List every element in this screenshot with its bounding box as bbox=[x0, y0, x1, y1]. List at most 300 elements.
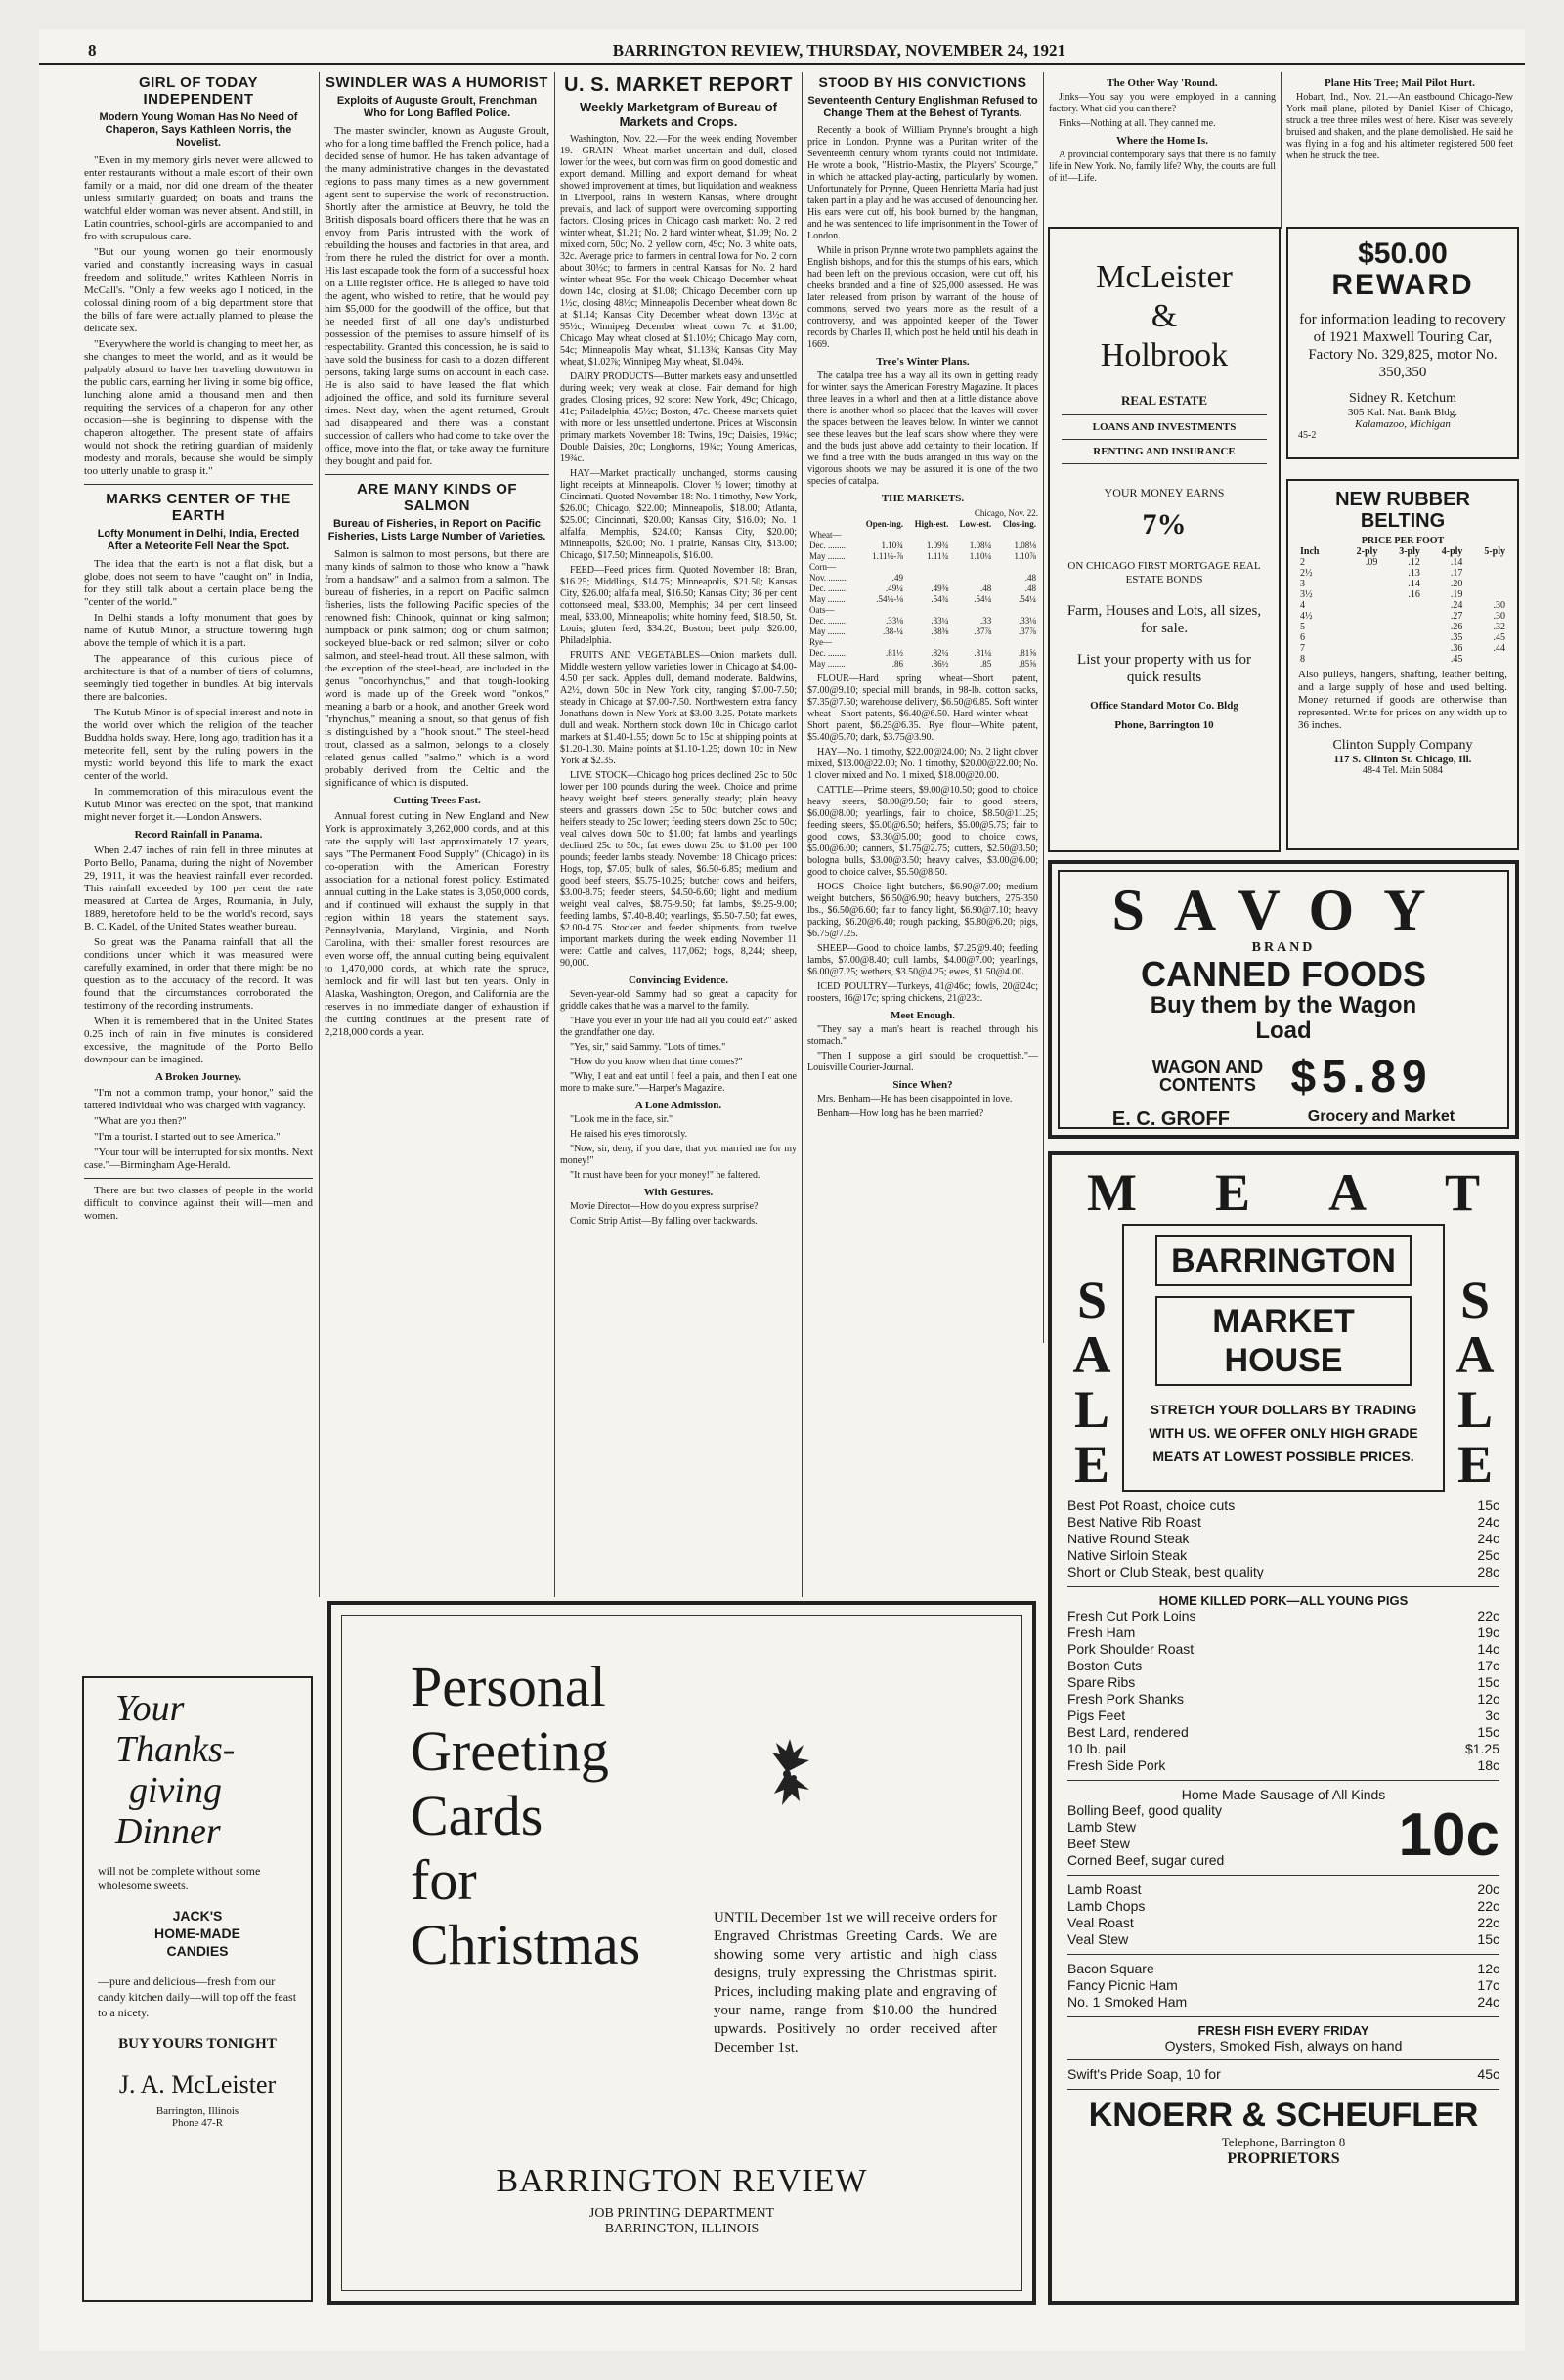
price-row bbox=[1067, 1757, 1499, 1774]
table-cell bbox=[1464, 579, 1507, 589]
markets-row bbox=[807, 562, 1038, 573]
sausage-item: Beef Stew bbox=[1067, 1836, 1130, 1851]
article-paragraph: So great was the Panama rainfall that all the conditions under which it was measured were carefully examined, in order that there might be no question as to the accuracy of the record. It was found that the circumstances corroborated the testimony of the recording instruments. bbox=[84, 936, 313, 1012]
article-paragraph: CATTLE—Prime steers, $9.00@10.50; good to choice heavy steers, $8.00@9.50; fair to good steers, $6.00@8.00; yearlings, fair to choice, $8.50@11.25; feeding steers, $5.00@6.50; heifers, $5.00@5.75; fair to good cows, $3.30@5.00; good to choice cows, $5.00@6.00; canners, $1.75@2.75; cutters, $2.50@3.50; bologna bulls, $3.00@3.50; heavy calves, $3.00@6.00; good to choice calves, $5.50@8.50. bbox=[807, 785, 1038, 878]
table-cell: .33 bbox=[980, 616, 992, 626]
sale-letter: A bbox=[1455, 1325, 1495, 1384]
sale-letter: S bbox=[1459, 1271, 1491, 1329]
price-row bbox=[1067, 1691, 1499, 1708]
table-cell: .12 bbox=[1408, 557, 1420, 568]
table-cell bbox=[1337, 632, 1380, 643]
table-cell: .48 bbox=[1024, 573, 1036, 583]
reward-name: Sidney R. Ketchum bbox=[1348, 391, 1457, 406]
ad-office: Office Standard Motor Co. Bldg bbox=[1090, 700, 1238, 712]
ad-text: will not be complete without some wholesome sweets. bbox=[98, 1864, 261, 1892]
price-item: Veal Roast bbox=[1067, 1915, 1134, 1930]
ad-cta: BUY YOURS TONIGHT bbox=[118, 2036, 277, 2052]
price-item: Fancy Picnic Ham bbox=[1067, 1977, 1178, 1993]
reward-amount: $50.00 bbox=[1358, 238, 1448, 270]
article-paragraph: Comic Strip Artist—By falling over backwards. bbox=[570, 1216, 758, 1227]
savoy-biz: Grocery and Market bbox=[1307, 1108, 1455, 1125]
markets-row bbox=[807, 637, 1038, 648]
ad-title-line: Your bbox=[115, 1688, 185, 1729]
table-cell bbox=[1379, 622, 1422, 632]
ad-title-line: Thanks- bbox=[115, 1729, 236, 1770]
sale-letter: L bbox=[1456, 1380, 1494, 1439]
article-subhead: Exploits of Auguste Groult, Frenchman Who for Long Baffled Police. bbox=[336, 95, 538, 119]
greeting-cards-ad bbox=[327, 1601, 1036, 2305]
belting-row bbox=[1298, 568, 1507, 579]
article-paragraph: "But our young women go their enormously varied and constantly increasing ways in casual freedom and solitude," writes Kathleen Norris in McCall's. "Only a few weeks ago I noticed, in the colossal dining room of a big department store that the bills of fare were actually planned to please the delicate sex. bbox=[84, 246, 313, 334]
article-paragraph: When it is remembered that in the United States 0.25 inch of rain in five minutes is considered excessive, the magnitude of the Porto Bello downpour can be imagined. bbox=[84, 1016, 313, 1065]
table-cell bbox=[1379, 600, 1422, 611]
table-cell: .19 bbox=[1450, 589, 1463, 600]
article-paragraph: The Kutub Minor is of special interest and note in the world over which the religion of the teacher Buddha holds sway. Here, long ago, tradition has it a meteorite fell, sent by the ruling powers in the mystic world beyond this life to mark the exact center of the world. bbox=[84, 707, 313, 782]
belting-row bbox=[1298, 589, 1507, 600]
article-headline: MARKS CENTER OF THE EARTH bbox=[106, 491, 291, 524]
table-cell: Oats— bbox=[809, 605, 835, 615]
meat-letter: M bbox=[1087, 1163, 1137, 1222]
meat-market-ad bbox=[1048, 1151, 1519, 2305]
savoy-wagon: WAGON AND CONTENTS bbox=[1151, 1058, 1264, 1095]
reward-code: 45-2 bbox=[1298, 430, 1317, 441]
price-value: 3c bbox=[1485, 1708, 1499, 1723]
ad-text: —pure and delicious—fresh from our candy kitchen daily—will top off the feast to a nicety. bbox=[98, 1974, 297, 2019]
ad-firm-name: Holbrook bbox=[1100, 337, 1229, 373]
greeting-body: UNTIL December 1st we will receive orders for Engraved Christmas Greeting Cards. We are showing some very artistic and high class designs, truly expressing the Christmas spirit. Prices, including making plate and engraving of your name, range from $10.00 the hundred upwards. Positively no order received after December 1st. bbox=[714, 1910, 997, 2055]
item-heading: Cutting Trees Fast. bbox=[393, 795, 481, 806]
belting-caption: PRICE PER FOOT bbox=[1361, 536, 1445, 546]
table-cell: .45 bbox=[1493, 632, 1505, 643]
table-cell: 3 bbox=[1300, 579, 1305, 589]
table-cell bbox=[1337, 654, 1380, 665]
belting-row bbox=[1298, 622, 1507, 632]
table-cell: .85 bbox=[980, 659, 992, 669]
price-value: 17c bbox=[1477, 1977, 1499, 1993]
savoy-ad bbox=[1048, 860, 1519, 1139]
markets-row bbox=[807, 584, 1038, 594]
price-item: Best Pot Roast, choice cuts bbox=[1067, 1497, 1236, 1513]
sausage-price: 10c bbox=[1398, 1801, 1499, 1869]
article-paragraph: FRUITS AND VEGETABLES—Onion markets dull. Middle western yellow varieties lower in Chicago at $4.00-4.50 per sack. Apples dull, demand moderate. Baldwins, A2½, down 50c in New York city, ranging $7.00-7.50; steady in Chicago at $7.00-7.50. Northwestern extra fancy Jonathans down in New York at $3.00-3.25. Potato markets dull and weak. Northern stock down 10c in Chicago carlot markets at $1.40-1.55; down 5c to 15c at shipping points at $1.20-1.30. Maine points at $1.10-1.25; down 10c in New York at $2.35. bbox=[560, 650, 797, 766]
table-cell: 1.11¾ bbox=[927, 551, 949, 561]
price-value: 14c bbox=[1477, 1641, 1499, 1657]
table-cell: .85⅝ bbox=[1019, 659, 1036, 669]
article-paragraph: ICED POULTRY—Turkeys, 41@46c; fowls, 20@24c; roosters, 16@17c; spring chickens, 21@23c. bbox=[807, 981, 1038, 1004]
markets-heading: THE MARKETS. bbox=[881, 493, 965, 504]
article-paragraph: "Everywhere the world is changing to meet her, as she changes to meet the world, and as it would be palpably absurd to have her traveling downtown in the public cars, earning her living in some big office, lunching alone amid a thousand men and then requiring the services of a chaperon for any other occasion—she is beginning to dispense with the chaperon altogether. The present state of affairs would not shock the retiring guardian of maidenly modesty and morals, because she would be simply too utterly unable to grasp it." bbox=[84, 338, 313, 477]
price-row bbox=[1067, 1724, 1499, 1741]
table-cell: Wheat— bbox=[809, 530, 842, 540]
ad-brand: CANDIES bbox=[166, 1943, 229, 1959]
table-cell: 2½ bbox=[1300, 568, 1313, 579]
table-cell: 5 bbox=[1300, 622, 1305, 632]
price-item: Boston Cuts bbox=[1067, 1658, 1143, 1673]
price-row bbox=[1067, 1882, 1499, 1898]
table-cell: .44 bbox=[1493, 643, 1505, 654]
price-row bbox=[1067, 1977, 1499, 1994]
ad-town: Barrington, Illinois bbox=[155, 2105, 239, 2117]
table-header-cell: Low-est. bbox=[959, 519, 992, 529]
price-row bbox=[1067, 1641, 1499, 1658]
candy-ad bbox=[82, 1676, 313, 2302]
price-value: 20c bbox=[1477, 1882, 1499, 1897]
table-cell bbox=[905, 530, 950, 541]
lamb-price-list bbox=[1067, 1882, 1499, 1948]
price-item: Short or Club Steak, best quality bbox=[1067, 1564, 1264, 1579]
belting-row bbox=[1298, 600, 1507, 611]
table-cell: .26 bbox=[1450, 622, 1463, 632]
article-paragraph: "They say a man's heart is reached through his stomach." bbox=[807, 1024, 1038, 1047]
greeting-title-line: for bbox=[411, 1848, 477, 1912]
price-row bbox=[1067, 1547, 1499, 1564]
ad-rate: 7% bbox=[1142, 508, 1187, 541]
sale-letter: E bbox=[1073, 1435, 1110, 1493]
article-headline: ARE MANY KINDS OF SALMON bbox=[356, 481, 518, 514]
table-cell: .81¼ bbox=[974, 648, 992, 658]
sausage-list bbox=[1067, 1802, 1399, 1869]
article-paragraph: DAIRY PRODUCTS—Butter markets easy and unsettled during week; very weak at close. Fair demand for high grades. Closing prices, 92 score: New York, 49c; Chicago, 41c; Philadelphia, 45½c; Boston, 47c. Cheese markets quiet with more or less unsettled undertone. Prices at Wisconsin primary markets November 18: Twins, 19c; Daisies, 19¾c; Double Daisies, 20c; Longhorns, 19¾c; Young Americas, 19¾c. bbox=[560, 371, 797, 464]
table-cell bbox=[1337, 579, 1380, 589]
table-cell: May ........ bbox=[809, 627, 846, 636]
belting-row bbox=[1298, 643, 1507, 654]
table-cell bbox=[905, 605, 950, 616]
table-cell: Nov. ........ bbox=[809, 573, 847, 583]
reward-word: REWARD bbox=[1331, 269, 1474, 301]
price-item: Fresh Pork Shanks bbox=[1067, 1691, 1185, 1707]
table-cell: .54¼ bbox=[1019, 594, 1036, 604]
markets-table bbox=[807, 519, 1038, 670]
belting-row bbox=[1298, 632, 1507, 643]
table-cell bbox=[1379, 643, 1422, 654]
table-cell bbox=[856, 530, 906, 541]
reward-ad bbox=[1286, 227, 1519, 459]
meat-letters-top bbox=[1067, 1165, 1499, 1220]
table-cell: .45 bbox=[1450, 654, 1463, 665]
price-item: Lamb Chops bbox=[1067, 1898, 1146, 1914]
belting-row bbox=[1298, 654, 1507, 665]
table-cell: 7 bbox=[1300, 643, 1305, 654]
price-item: Pork Shoulder Roast bbox=[1067, 1641, 1195, 1657]
price-value: 15c bbox=[1477, 1724, 1499, 1740]
sale-letter: L bbox=[1073, 1380, 1110, 1439]
belting-company: Clinton Supply Company bbox=[1332, 738, 1473, 753]
table-cell bbox=[993, 605, 1038, 616]
article-paragraph: There are but two classes of people in the world difficult to convince against their will—men and women. bbox=[84, 1185, 313, 1222]
belting-row bbox=[1298, 611, 1507, 622]
price-item: Fresh Cut Pork Loins bbox=[1067, 1608, 1196, 1623]
sausage-item: Lamb Stew bbox=[1067, 1819, 1137, 1835]
sale-letter: S bbox=[1076, 1271, 1108, 1329]
ad-firm-amp: & bbox=[1151, 298, 1178, 334]
article-subhead: Lofty Monument in Delhi, India, Erected After a Meteorite Fell Near the Spot. bbox=[97, 528, 300, 552]
bacon-price-list bbox=[1067, 1961, 1499, 2011]
greeting-title-line: Cards bbox=[411, 1784, 543, 1847]
table-cell: .86 bbox=[891, 659, 904, 669]
page-number: 8 bbox=[88, 41, 97, 60]
table-cell: .27 bbox=[1450, 611, 1463, 622]
table-cell bbox=[905, 562, 950, 573]
ad-brand: JACK'S bbox=[172, 1908, 223, 1924]
price-item: Veal Stew bbox=[1067, 1931, 1129, 1947]
price-value: 12c bbox=[1477, 1961, 1499, 1976]
article-paragraph: Hobart, Ind., Nov. 21.—An eastbound Chicago-New York mail plane, piloted by Daniel Kiser of Chicago, struck a tree three miles west of here. Kiser was severely bruised and shaken, and the plane demolished. He said he was flying in a fog and his altimeter registered 500 feet when he struck the tree. bbox=[1286, 92, 1513, 161]
price-row bbox=[1067, 1658, 1499, 1674]
column-2 bbox=[325, 72, 549, 1568]
table-cell: .82¼ bbox=[931, 648, 949, 658]
table-cell: .32 bbox=[1493, 622, 1505, 632]
price-value: 15c bbox=[1477, 1497, 1499, 1513]
article-paragraph: He raised his eyes timorously. bbox=[570, 1129, 688, 1140]
table-cell: Dec. ........ bbox=[809, 616, 846, 626]
masthead-title: BARRINGTON REVIEW, THURSDAY, NOVEMBER 24, 1921 bbox=[612, 41, 1065, 60]
article-paragraph: A provincial contemporary says that there is no family life in New York. No, family life? Why, the courts are full of it!—Life. bbox=[1049, 150, 1276, 184]
realestate-ad bbox=[1048, 227, 1281, 852]
table-header-cell: 3-ply bbox=[1399, 546, 1420, 557]
price-value: 24c bbox=[1477, 1994, 1499, 2010]
article-paragraph: In commemoration of this miraculous event the Kutub Minor was erected on the spot, that mankind might never forget it.—London Answers. bbox=[84, 786, 313, 823]
meat-letter: A bbox=[1327, 1163, 1367, 1222]
item-heading: The Other Way 'Round. bbox=[1107, 77, 1218, 89]
article-headline: STOOD BY HIS CONVICTIONS bbox=[818, 74, 1027, 90]
price-value: 24c bbox=[1477, 1531, 1499, 1546]
markets-row bbox=[807, 605, 1038, 616]
reward-city: Kalamazoo, Michigan bbox=[1355, 418, 1451, 430]
table-cell: .30 bbox=[1493, 600, 1505, 611]
table-cell: .36 bbox=[1450, 643, 1463, 654]
price-value: 25c bbox=[1477, 1547, 1499, 1563]
article-paragraph: Washington, Nov. 22.—For the week ending November 19.—GRAIN—Wheat market uncertain and dull, closed lower for the week, but corn was firm on good domestic and export demand. Milling and export demand for wheat showed improvement at times, but liquidation and weakness in Liverpool, rains in western Kansas, where drought prevails, and lack of support were overcoming supporting factors. Closing prices in Chicago cash market: No. 2 red winter wheat, $1.21; No. 2 hard winter wheat, $1.09; No. 2 mixed corn, 50c; No. 2 yellow corn, 49c; No. 3 white oats, 32c. Average price to farmers in central Iowa for No. 2 corn about 30½c; to farmers in central Kansas for No. 2 hard winter wheat 95c. For the week Chicago December wheat down 14c, closing at $1.08; Chicago December corn up 1½c, closing 48½c; Minneapolis December wheat down 8c at $1.14; Kansas City December wheat down 13½c at 95½c; Winnipeg December wheat down 7c at $1.00; Chicago May wheat closed at $1.10½; Chicago May corn, 54c; Minneapolis May wheat, $1.13¾; Kansas City May wheat, $1.02⅞; Winnipeg May wheat, $1.04⅝. bbox=[560, 134, 797, 368]
table-header-row bbox=[1298, 546, 1507, 557]
column-rule bbox=[802, 72, 803, 1597]
table-cell: Dec. ........ bbox=[809, 541, 846, 550]
sausage-item: Bolling Beef, good quality bbox=[1067, 1802, 1222, 1818]
markets-row bbox=[807, 541, 1038, 551]
table-cell: .54¼-⅛ bbox=[876, 594, 904, 604]
table-cell: .48 bbox=[1024, 584, 1036, 593]
price-item: Pigs Feet bbox=[1067, 1708, 1126, 1723]
table-cell: 2 bbox=[1300, 557, 1305, 568]
greeting-title-line: Personal bbox=[411, 1655, 606, 1718]
article-paragraph: "Look me in the face, sir." bbox=[570, 1114, 673, 1125]
greeting-paper: BARRINGTON REVIEW bbox=[496, 2163, 868, 2199]
markets-row bbox=[807, 616, 1038, 627]
article-headline: GIRL OF TODAY INDEPENDENT bbox=[138, 74, 259, 108]
table-cell bbox=[1337, 600, 1380, 611]
price-row bbox=[1067, 1915, 1499, 1931]
table-cell: .13 bbox=[1408, 568, 1420, 579]
greeting-title-line: Christmas bbox=[411, 1913, 641, 1976]
sale-letters-right bbox=[1451, 1224, 1499, 1492]
price-value: 24c bbox=[1477, 1514, 1499, 1530]
holly-icon bbox=[753, 1733, 821, 1821]
table-cell bbox=[950, 605, 993, 616]
table-cell: .09 bbox=[1365, 557, 1378, 568]
ad-text: List your property with us for quick results bbox=[1077, 652, 1251, 685]
market-pitch: STRETCH YOUR DOLLARS BY TRADING WITH US. WE OFFER ONLY HIGH GRADE MEATS AT LOWEST POSSIBLE PRICES. bbox=[1149, 1402, 1418, 1464]
article-paragraph: The catalpa tree has a way all its own in getting ready for winter, says the American Forestry Magazine. It places three leaves in a whorl and then at a little distance above there is another whorl so placed that the leaves will cover the spaces between the leaves below. In winter we cannot see these leaves but the leaf scars show where they were and the buds just above add certainty to their location. If we find a tree with the buds arranged in this way on the vigorous shoots we may be assured it is one of the two species of catalpa. bbox=[807, 370, 1038, 487]
item-heading: Where the Home Is. bbox=[1116, 135, 1208, 147]
article-paragraph: "Even in my memory girls never were allowed to enter restaurants without a male escort of their own family or a maid, nor did one dream of the theater unless similarly guarded; on boats and trains the watchful elder woman was never absent. And still, in Latin countries, school-girls are accompanied to and fro with scrupulous care. bbox=[84, 154, 313, 242]
table-cell: .14 bbox=[1408, 579, 1420, 589]
table-cell bbox=[950, 530, 993, 541]
price-item: Fresh Ham bbox=[1067, 1624, 1136, 1640]
article-headline: SWINDLER WAS A HUMORIST bbox=[326, 74, 548, 91]
item-heading: Plane Hits Tree; Mail Pilot Hurt. bbox=[1325, 77, 1475, 89]
table-cell: Dec. ........ bbox=[809, 584, 846, 593]
ad-phone: Phone, Barrington 10 bbox=[1114, 719, 1214, 731]
price-item: Native Round Steak bbox=[1067, 1531, 1190, 1546]
table-cell: .14 bbox=[1450, 557, 1463, 568]
price-value: 19c bbox=[1477, 1624, 1499, 1640]
soap-row bbox=[1067, 2066, 1499, 2083]
markets-row bbox=[807, 530, 1038, 541]
markets-row bbox=[807, 627, 1038, 637]
article-paragraph: Jinks—You say you were employed in a canning factory. What did you can there? bbox=[1049, 92, 1276, 114]
fish-line: FRESH FISH EVERY FRIDAY bbox=[1197, 2023, 1369, 2038]
table-cell: 1.10¼ bbox=[969, 551, 992, 561]
table-cell bbox=[1337, 611, 1380, 622]
price-item: Bacon Square bbox=[1067, 1961, 1154, 1976]
article-paragraph: Finks—Nothing at all. They canned me. bbox=[1059, 118, 1216, 129]
item-heading: Meet Enough. bbox=[891, 1010, 955, 1021]
article-paragraph: "Now, sir, deny, if you dare, that you married me for my money!" bbox=[560, 1144, 797, 1166]
table-header-cell: 5-ply bbox=[1484, 546, 1505, 557]
table-cell: .38⅜ bbox=[931, 627, 949, 636]
table-cell: .54¼ bbox=[974, 594, 992, 604]
table-cell: .48 bbox=[980, 584, 992, 593]
markets-row bbox=[807, 551, 1038, 562]
table-cell bbox=[1379, 611, 1422, 622]
ad-service: RENTING AND INSURANCE bbox=[1093, 446, 1236, 457]
article-headline: U. S. MARKET REPORT bbox=[564, 74, 793, 96]
article-paragraph: LIVE STOCK—Chicago hog prices declined 25c to 50c lower per 100 pounds during the week. Choice and prime heavy weight beef steers generally steady; plain heavy steers and grassers down 25c to 50c; butcher cows and heifers steady to 25c lower; feeding steers down 25c to 50c; veal calves down 50c to $1.00; fat lambs and yearlings declined 25c to 50c; fat ewes down 25c to $1.00 per 100 pounds; feeder lambs steady. November 18 Chicago prices: Hogs, top, $7.05; bulk of sales, $6.50-6.85; medium and good beef steers, $5.75-10.25; butcher cows and heifers, $3.00-8.75; feeder steers, $4.50-6.60; light and medium weight veal calves, $8.75-9.50; fat lambs, $9.25-9.00; feeding lambs, $7.40-8.40; yearlings, $5.50-7.50; fat ewes, $2.00-4.75. Stocker and feeder shipments from twelve important markets during the week ending November 11 were: Cattle and calves, 117,062; hogs, 8,244; sheep, 90,000. bbox=[560, 770, 797, 969]
table-header-cell: Inch bbox=[1300, 546, 1320, 557]
sausage-item: Corned Beef, sugar cured bbox=[1067, 1852, 1225, 1868]
table-header-cell: High-est. bbox=[914, 519, 949, 529]
table-header-cell: Clos-ing. bbox=[1002, 519, 1036, 529]
article-paragraph: Mrs. Benham—He has been disappointed in love. bbox=[817, 1094, 1013, 1104]
item-heading: A Broken Journey. bbox=[154, 1071, 242, 1083]
article-paragraph: Benham—How long has he been married? bbox=[817, 1108, 984, 1119]
article-subhead: Modern Young Woman Has No Need of Chaperon, Says Kathleen Norris, the Novelist. bbox=[99, 111, 298, 149]
ad-business: REAL ESTATE bbox=[1120, 393, 1208, 408]
ad-firm-name: McLeister bbox=[1096, 259, 1233, 295]
price-value: 22c bbox=[1477, 1915, 1499, 1930]
table-cell: .54¾ bbox=[931, 594, 949, 604]
table-cell bbox=[905, 637, 950, 648]
price-value: $1.25 bbox=[1464, 1741, 1499, 1756]
table-cell bbox=[950, 562, 993, 573]
table-cell bbox=[1379, 654, 1422, 665]
price-item: Native Sirloin Steak bbox=[1067, 1547, 1188, 1563]
table-cell: .33⅛ bbox=[886, 616, 904, 626]
savoy-brand-word: BRAND bbox=[1251, 940, 1316, 955]
table-cell bbox=[1337, 568, 1380, 579]
sausage-heading: Home Made Sausage of All Kinds bbox=[1181, 1787, 1386, 1802]
table-cell bbox=[993, 637, 1038, 648]
column-4 bbox=[807, 72, 1038, 1592]
table-cell: .16 bbox=[1408, 589, 1420, 600]
article-paragraph: HAY—Market practically unchanged, storms causing light receipts at Minneapolis. Clover ½ lower; timothy at Cincinnati. Quoted November 18: No. 1 timothy, New York, $26.00; Chicago, $22.00; Minneapolis, $18.00; Atlanta, $25.00; Cincinnati, $20.00; Kansas City, $16.00; No. 1 alfalfa, Memphis, $24.00; Kansas City, $20.00; Minneapolis, $20.00; No. 1 prairie, Kansas City, $13.00; Chicago, $17.50; Minneapolis, $16.00. bbox=[560, 468, 797, 561]
article-paragraph: Annual forest cutting in New England and New York is approximately 3,262,000 cords, and at this rate the supply will last approximately 17 years, says "The Permanent Food Supply" (Chicago) in its co-operation with the American Forestry association for a national forest policy. Estimated annual cutting in the Lake states is 3,050,000 cords, and if continued will exhaust the supply in that region within 18 years the statement says. Pennsylvania, Maryland, Virginia, and North Carolina, with their smaller forest resources are even worse off, the annual cutting being equivalent to 1,470,000 cords, at which rate the spruce, hemlock and fir will last but ten years. Only in Alaska, Washington, Oregon, and California are the reserves in no immediate danger of exhaustion if the cutting continues at the present rate of 2,218,000 cords a year. bbox=[325, 810, 549, 1038]
price-row bbox=[1067, 1931, 1499, 1948]
column-3 bbox=[560, 72, 797, 1592]
pork-price-list bbox=[1067, 1608, 1499, 1774]
table-cell: 6 bbox=[1300, 632, 1305, 643]
article-paragraph: The appearance of this curious piece of architecture is that of a number of tiers of columns, seemingly tied together in bundles. At big intervals there are balconies. bbox=[84, 653, 313, 703]
table-cell: 1.10¾ bbox=[881, 541, 904, 550]
article-paragraph: "What are you then?" bbox=[94, 1115, 187, 1127]
price-row bbox=[1067, 1624, 1499, 1641]
table-header-cell: 2-ply bbox=[1356, 546, 1378, 557]
price-row bbox=[1067, 1961, 1499, 1977]
table-cell: 8 bbox=[1300, 654, 1305, 665]
table-cell: 4 bbox=[1300, 600, 1305, 611]
article-paragraph: HAY—No. 1 timothy, $22.00@24.00; No. 2 light clover mixed, $13.00@22.00; No. 1 timothy, $20.00@22.00; No. 1 clover mixed and No. 1 mixed, $18.00@20.00. bbox=[807, 747, 1038, 781]
table-cell bbox=[1464, 557, 1507, 568]
table-cell: 1.08¼ bbox=[969, 541, 992, 550]
sale-letter: A bbox=[1072, 1325, 1111, 1384]
table-cell bbox=[950, 637, 993, 648]
table-cell: .86½ bbox=[931, 659, 949, 669]
price-row bbox=[1067, 1564, 1499, 1580]
table-cell bbox=[856, 562, 906, 573]
table-cell: May ........ bbox=[809, 551, 846, 561]
firm-prop: PROPRIETORS bbox=[1227, 2150, 1340, 2167]
table-cell: .33¼ bbox=[931, 616, 949, 626]
price-item: 10 lb. pail bbox=[1067, 1741, 1126, 1756]
ad-service: LOANS AND INVESTMENTS bbox=[1092, 421, 1237, 433]
article-paragraph: "Have you ever in your life had all you could eat?" asked the grandfather one day. bbox=[560, 1016, 797, 1038]
article-paragraph: While in prison Prynne wrote two pamphlets against the English bishops, and for this the stumps of his ears, which had been left on the previous occasion, were cut off, his cheeks branded and a fine of $25,000 assessed. He was later released from prison by warrant of the house of commons, served two years more as the result of a controversy, and was appointed keeper of the Tower records by Charles II, which post he held until his death in 1669. bbox=[807, 245, 1038, 350]
price-row bbox=[1067, 1531, 1499, 1547]
table-cell: .17 bbox=[1450, 568, 1463, 579]
ad-text: Farm, Houses and Lots, all sizes, for sale. bbox=[1066, 603, 1262, 636]
table-cell: .35 bbox=[1450, 632, 1463, 643]
price-item: Fresh Side Pork bbox=[1067, 1757, 1166, 1773]
savoy-brand: SAVOY bbox=[1111, 878, 1455, 942]
item-heading: Convincing Evidence. bbox=[628, 974, 729, 986]
price-item: Best Native Rib Roast bbox=[1067, 1514, 1201, 1530]
belting-row bbox=[1298, 579, 1507, 589]
table-cell: .49⅜ bbox=[931, 584, 949, 593]
meat-letter: E bbox=[1214, 1163, 1250, 1222]
column-rule bbox=[319, 72, 320, 1597]
price-value: 15c bbox=[1477, 1674, 1499, 1690]
market-name: BARRINGTON bbox=[1155, 1235, 1412, 1286]
article-paragraph: "Why, I eat and eat until I feel a pain, and then I eat one more to make sure."—Harper's Magazine. bbox=[560, 1071, 797, 1094]
article-paragraph: "Then I suppose a girl should be croquettish."—Louisville Courier-Journal. bbox=[807, 1051, 1038, 1073]
article-paragraph: HOGS—Choice light butchers, $6.90@7.00; medium weight butchers, $6.50@6.90; heavy butchers, 275-350 lbs., $6.50@6.60; fair to fancy light, $6.90@7.10; heavy packing, $6.20@6.40; rough packing, $5.80@6.20; pigs, $6.75@7.25. bbox=[807, 882, 1038, 939]
article-paragraph: In Delhi stands a lofty monument that goes by name of Kutub Minor, a structure towering high above the temple of which it is a part. bbox=[84, 612, 313, 649]
ad-title-line: Dinner bbox=[115, 1811, 221, 1852]
table-cell: .38-¼ bbox=[883, 627, 904, 636]
article-subhead: Weekly Marketgram of Bureau of Markets and Crops. bbox=[579, 100, 778, 129]
table-cell: Dec. ........ bbox=[809, 648, 846, 658]
article-paragraph: Salmon is salmon to most persons, but there are many kinds of salmon to those who know a "hawk from a handsaw" and a salmon from a salmon. The bureau of fisheries, in a report on Pacific salmon fisheries, lists the following Pacific species of the renowned fish: Chinook, quinnat or king salmon; humpback or pink salmon; dog or chum salmon; sockeyed blue-back or red salmon; silver or coho salmon, and steel-head trout. All these salmon, with the exception of the steel-head, are included in the genus "oncorhynchus," and that tough-looking word is made up of the Greek word "onkos," meaning a barb or a hook, and another Greek word "rhynchus," meaning a snout, so that genus of fish is distinguished by a "hook snout." The steel-head trout, classed as a salmon, belongs to a closely related genus called "salmo," which is a word probably derived from the Celtic and the significance of which is disputed. bbox=[325, 548, 549, 789]
markets-row bbox=[807, 573, 1038, 584]
table-cell bbox=[856, 637, 906, 648]
price-row bbox=[1067, 1497, 1499, 1514]
pork-heading: HOME KILLED PORK—ALL YOUNG PIGS bbox=[1158, 1593, 1409, 1608]
reward-address: 305 Kal. Nat. Bank Bldg. bbox=[1347, 407, 1458, 418]
savoy-price: $5.89 bbox=[1290, 1051, 1433, 1102]
table-cell: .37⅞ bbox=[974, 627, 992, 636]
table-cell: 1.08⅛ bbox=[1014, 541, 1036, 550]
belting-title: NEW RUBBER bbox=[1335, 489, 1470, 510]
belting-title: BELTING bbox=[1360, 510, 1446, 532]
